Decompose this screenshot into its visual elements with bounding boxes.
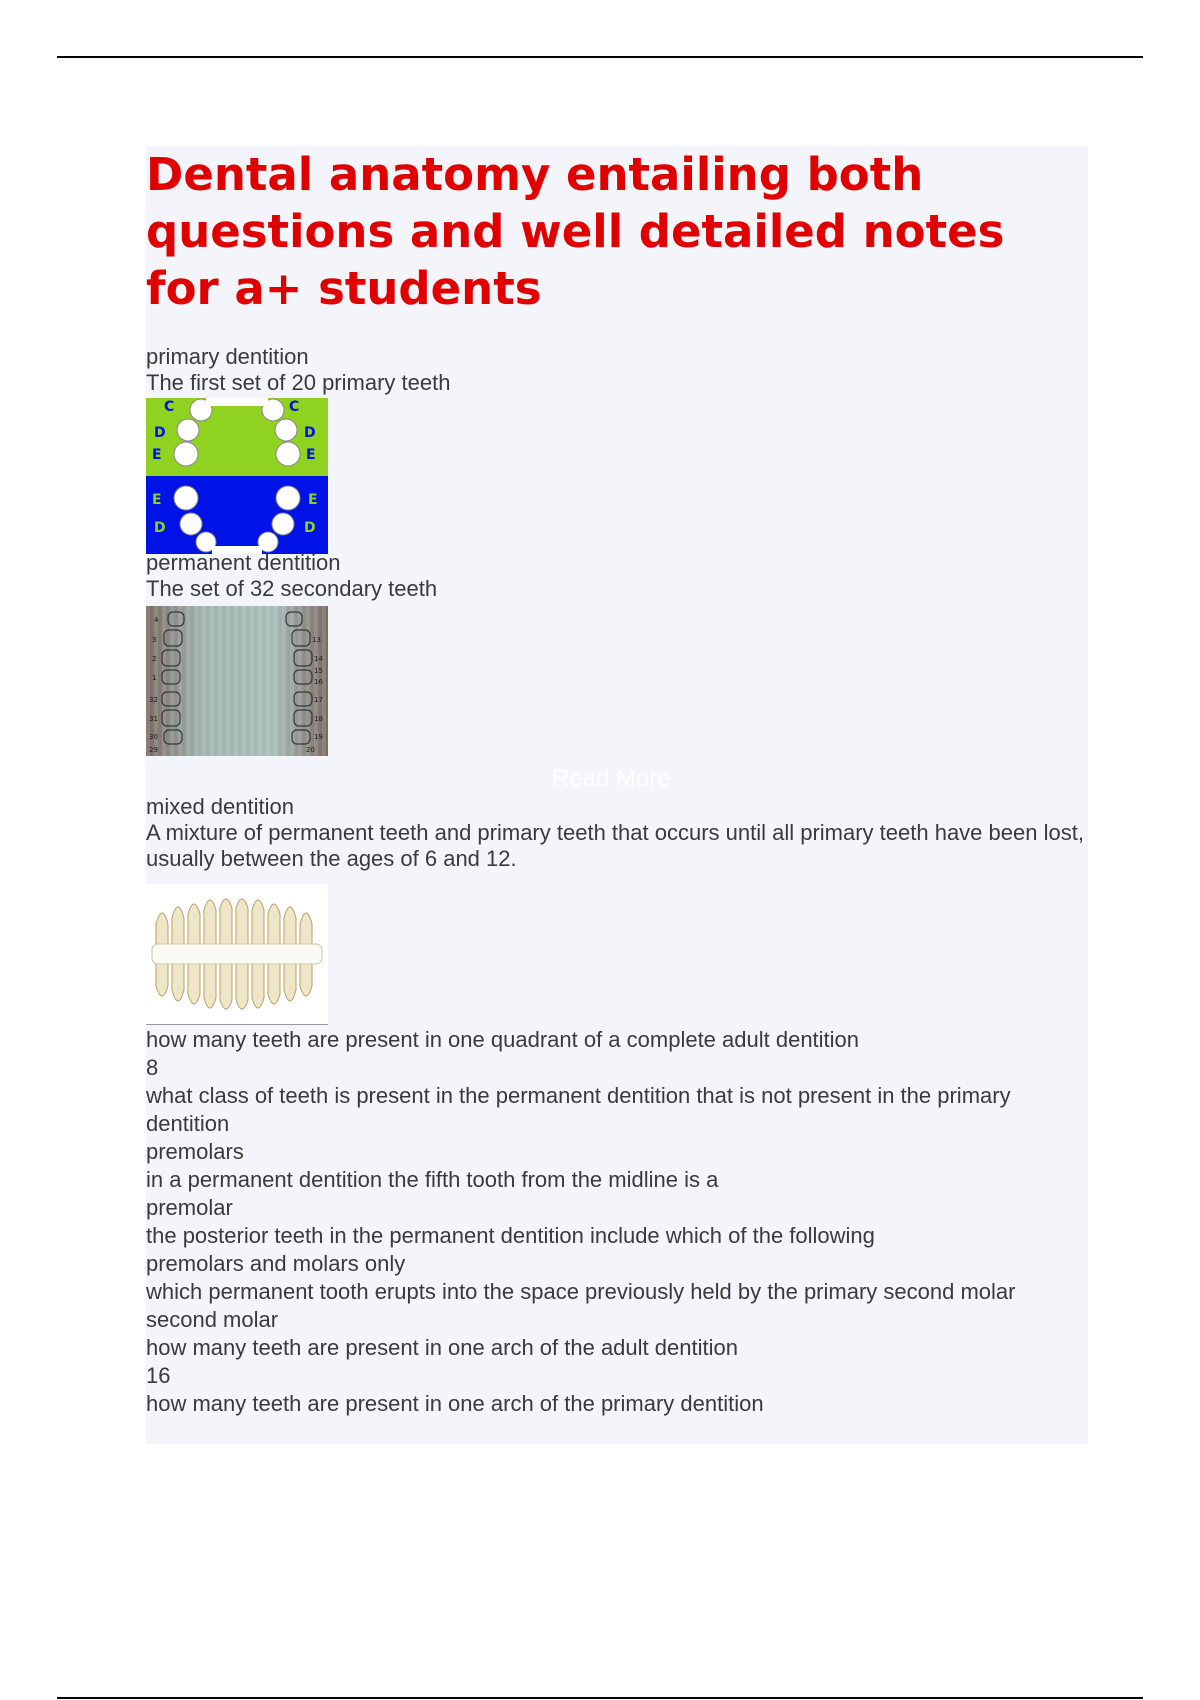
svg-text:1: 1: [152, 674, 157, 682]
answer-6: 16: [146, 1363, 171, 1388]
svg-text:32: 32: [149, 696, 158, 704]
section-mixed-dentition: [146, 794, 1088, 872]
svg-text:4: 4: [154, 616, 159, 624]
label-upper-e-right: E: [306, 447, 316, 463]
term-permanent-dentition: permanent dentition: [146, 550, 341, 575]
label-lower-d-left: D: [154, 520, 166, 536]
qa-list: [146, 1026, 1046, 1418]
definition-permanent-dentition: The set of 32 secondary teeth: [146, 576, 438, 601]
question-3: in a permanent dentition the fifth tooth from the midline is a: [146, 1167, 719, 1192]
term-mixed-dentition: mixed dentition: [146, 794, 294, 819]
read-more-watermark[interactable]: Read More: [552, 765, 671, 792]
section-permanent-dentition: [146, 550, 1088, 602]
term-primary-dentition: primary dentition: [146, 344, 309, 369]
label-lower-e-left: E: [152, 492, 162, 508]
label-upper-e-left: E: [152, 447, 162, 463]
svg-text:31: 31: [149, 715, 158, 723]
svg-text:3: 3: [152, 636, 157, 644]
svg-text:13: 13: [312, 636, 321, 644]
svg-text:17: 17: [314, 696, 323, 704]
label-upper-c-right: C: [289, 399, 300, 415]
label-lower-d-right: D: [304, 520, 316, 536]
svg-text:19: 19: [314, 733, 323, 741]
primary-dentition-chart-image: [146, 398, 328, 554]
svg-text:2: 2: [152, 655, 157, 663]
answer-1: 8: [146, 1055, 159, 1080]
answer-4: premolars and molars only: [146, 1251, 406, 1276]
answer-2: premolars: [146, 1139, 244, 1164]
label-upper-d-right: D: [304, 425, 316, 441]
svg-text:20: 20: [306, 746, 315, 754]
question-5: which permanent tooth erupts into the space previously held by the primary second molar: [146, 1279, 1016, 1304]
question-4: the posterior teeth in the permanent dentition include which of the following: [146, 1223, 875, 1248]
label-upper-c-left: C: [164, 399, 175, 415]
label-lower-e-right: E: [308, 492, 318, 508]
svg-text:18: 18: [314, 715, 323, 723]
definition-mixed-dentition: A mixture of permanent teeth and primary teeth that occurs until all primary teeth have been lost, usually between the ages of 6 and 12.: [146, 820, 1084, 871]
question-6: how many teeth are present in one arch of the adult dentition: [146, 1335, 738, 1360]
svg-text:29: 29: [149, 746, 158, 754]
svg-text:16: 16: [314, 678, 323, 686]
document-title: Dental anatomy entailing both questions and well detailed notes for a+ students: [146, 148, 1005, 315]
mixed-dentition-chart-image: [146, 884, 328, 1025]
svg-text:15: 15: [314, 667, 323, 675]
svg-text:14: 14: [314, 655, 323, 663]
permanent-dentition-chart-image: [146, 606, 328, 756]
svg-text:30: 30: [149, 733, 158, 741]
bottom-rule: [57, 1697, 1143, 1699]
question-7: how many teeth are present in one arch of the primary dentition: [146, 1391, 764, 1416]
definition-primary-dentition: The first set of 20 primary teeth: [146, 370, 451, 395]
answer-5: second molar: [146, 1307, 279, 1332]
section-primary-dentition: [146, 344, 1088, 396]
question-2: what class of teeth is present in the permanent dentition that is not present in the primary dentition: [146, 1083, 1011, 1136]
answer-3: premolar: [146, 1195, 233, 1220]
top-rule: [57, 56, 1143, 58]
label-upper-d-left: D: [154, 425, 166, 441]
question-1: how many teeth are present in one quadrant of a complete adult dentition: [146, 1027, 860, 1052]
document-card: [146, 146, 1088, 1444]
